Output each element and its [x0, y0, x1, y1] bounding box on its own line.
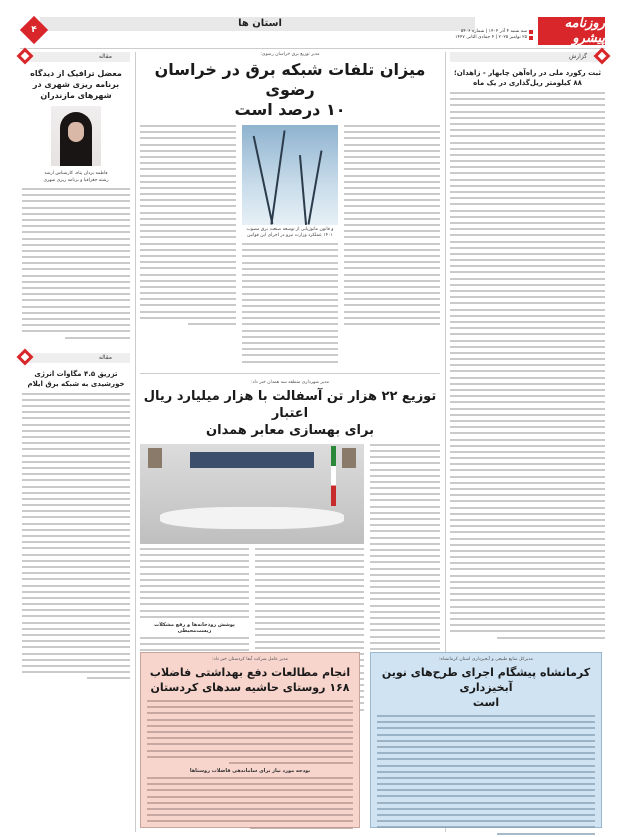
kicker-bar — [22, 52, 130, 62]
diamond-icon — [17, 48, 34, 65]
article-body — [344, 125, 440, 367]
header-divider — [20, 48, 605, 49]
author-caption: فاطمه یزدان پناه، کارشناس ارشد رشته جغرافیا و برنامه ریزی شهری — [43, 171, 109, 183]
article-subhead: بودجه مورد نیاز برای ساماندهی فاضلاب روستاها — [189, 768, 311, 775]
masthead — [20, 17, 605, 47]
diamond-icon — [594, 48, 611, 65]
kicker-label: مقاله — [98, 353, 112, 361]
article-headline[interactable]: معضل ترافیک از دیدگاه برنامه ریزی شهری در شهرهای مازندران — [30, 69, 122, 100]
right-column — [450, 52, 605, 643]
date-block — [413, 29, 533, 41]
article-headline[interactable]: تزریق ۴.۵ مگاوات انرژی خورشیدی به شبکه برق ایلام — [27, 369, 125, 388]
blue-news-box — [370, 652, 602, 828]
image-caption: و قانون مانوژیابی از توسعه صنعت برق مصوب ۱۴۰۱ عملکرد وزارت نیرو در اجرای این قوانین — [246, 227, 334, 238]
column-divider — [135, 52, 136, 832]
section-divider — [140, 373, 440, 374]
newspaper-logo: روزنامه پیشرو — [538, 17, 605, 45]
kicker-bar — [450, 52, 605, 62]
bullet-square-icon — [529, 36, 533, 40]
article-body — [22, 393, 130, 680]
article-columns — [140, 125, 440, 367]
page-number: ۴ — [31, 25, 37, 35]
article-body — [377, 715, 595, 835]
article-body — [22, 188, 130, 339]
article-headline[interactable]: کرمانشاه پیشگام اجرای طرح‌های نوین آبخیزداری است — [381, 666, 591, 709]
kicker-label: مقاله — [98, 53, 112, 60]
date-line-1: سه شنبه ۴ آذر ۱۴۰۴ | شماره ۵۴۰۶ — [460, 29, 527, 34]
article-overline: مدیر توزیع برق خراسان رضوی: — [260, 52, 320, 57]
page-number-badge — [20, 16, 48, 44]
article-headline[interactable]: میزان تلفات شبکه برق در خراسان رضوی ۱۰ درصد است — [154, 60, 426, 119]
article-body — [450, 92, 605, 639]
article-body — [140, 125, 236, 367]
article-subhead: پوشش روذخانه‌ها و رفع مشکلات زیست‌محیطی — [154, 622, 235, 634]
power-towers-image — [242, 125, 338, 225]
article-headline[interactable]: توزیع ۲۲ هزار تن آسفالت با هزار میلیارد ریال اعتبار برای بهسازی معابر همدان — [143, 388, 437, 438]
article-body — [242, 243, 338, 363]
kicker-bar — [22, 353, 130, 363]
kicker-label: گزارش — [568, 53, 587, 60]
article-headline[interactable]: ثبت رکورد ملی در راه‌آهن چابهار - زاهدان؛ ۸۸ کیلومتر ریل‌گذاری در یک ماه — [453, 69, 602, 87]
article-body — [147, 700, 353, 764]
author-portrait — [51, 106, 101, 166]
pink-news-box — [140, 652, 360, 828]
date-line-2: ۲۵ نوامبر ۲۰۲۵ | ۴ جمادی الثانی ۱۴۴۷ — [455, 35, 527, 40]
bullet-square-icon — [529, 30, 533, 34]
section-title: استان ها — [238, 18, 282, 29]
article-overline: مدیرکل منابع طبیعی و آبخیزداری استان کرمانشاه: — [439, 657, 533, 662]
article-overline: مدیر شهرداری منطقه سه همدان خبر داد: — [251, 379, 329, 385]
article-body — [147, 777, 353, 829]
left-column — [22, 52, 130, 684]
article-body — [140, 548, 249, 618]
article-headline[interactable]: انجام مطالعات دفع بهداشتی فاضلاب ۱۶۸ روستای حاشیه سدهای کردستان — [149, 666, 351, 694]
middle-column — [140, 52, 440, 715]
meeting-image — [140, 444, 364, 544]
article-overline: مدیر عامل شرکت آبفا کردستان خبر داد: — [212, 657, 288, 662]
